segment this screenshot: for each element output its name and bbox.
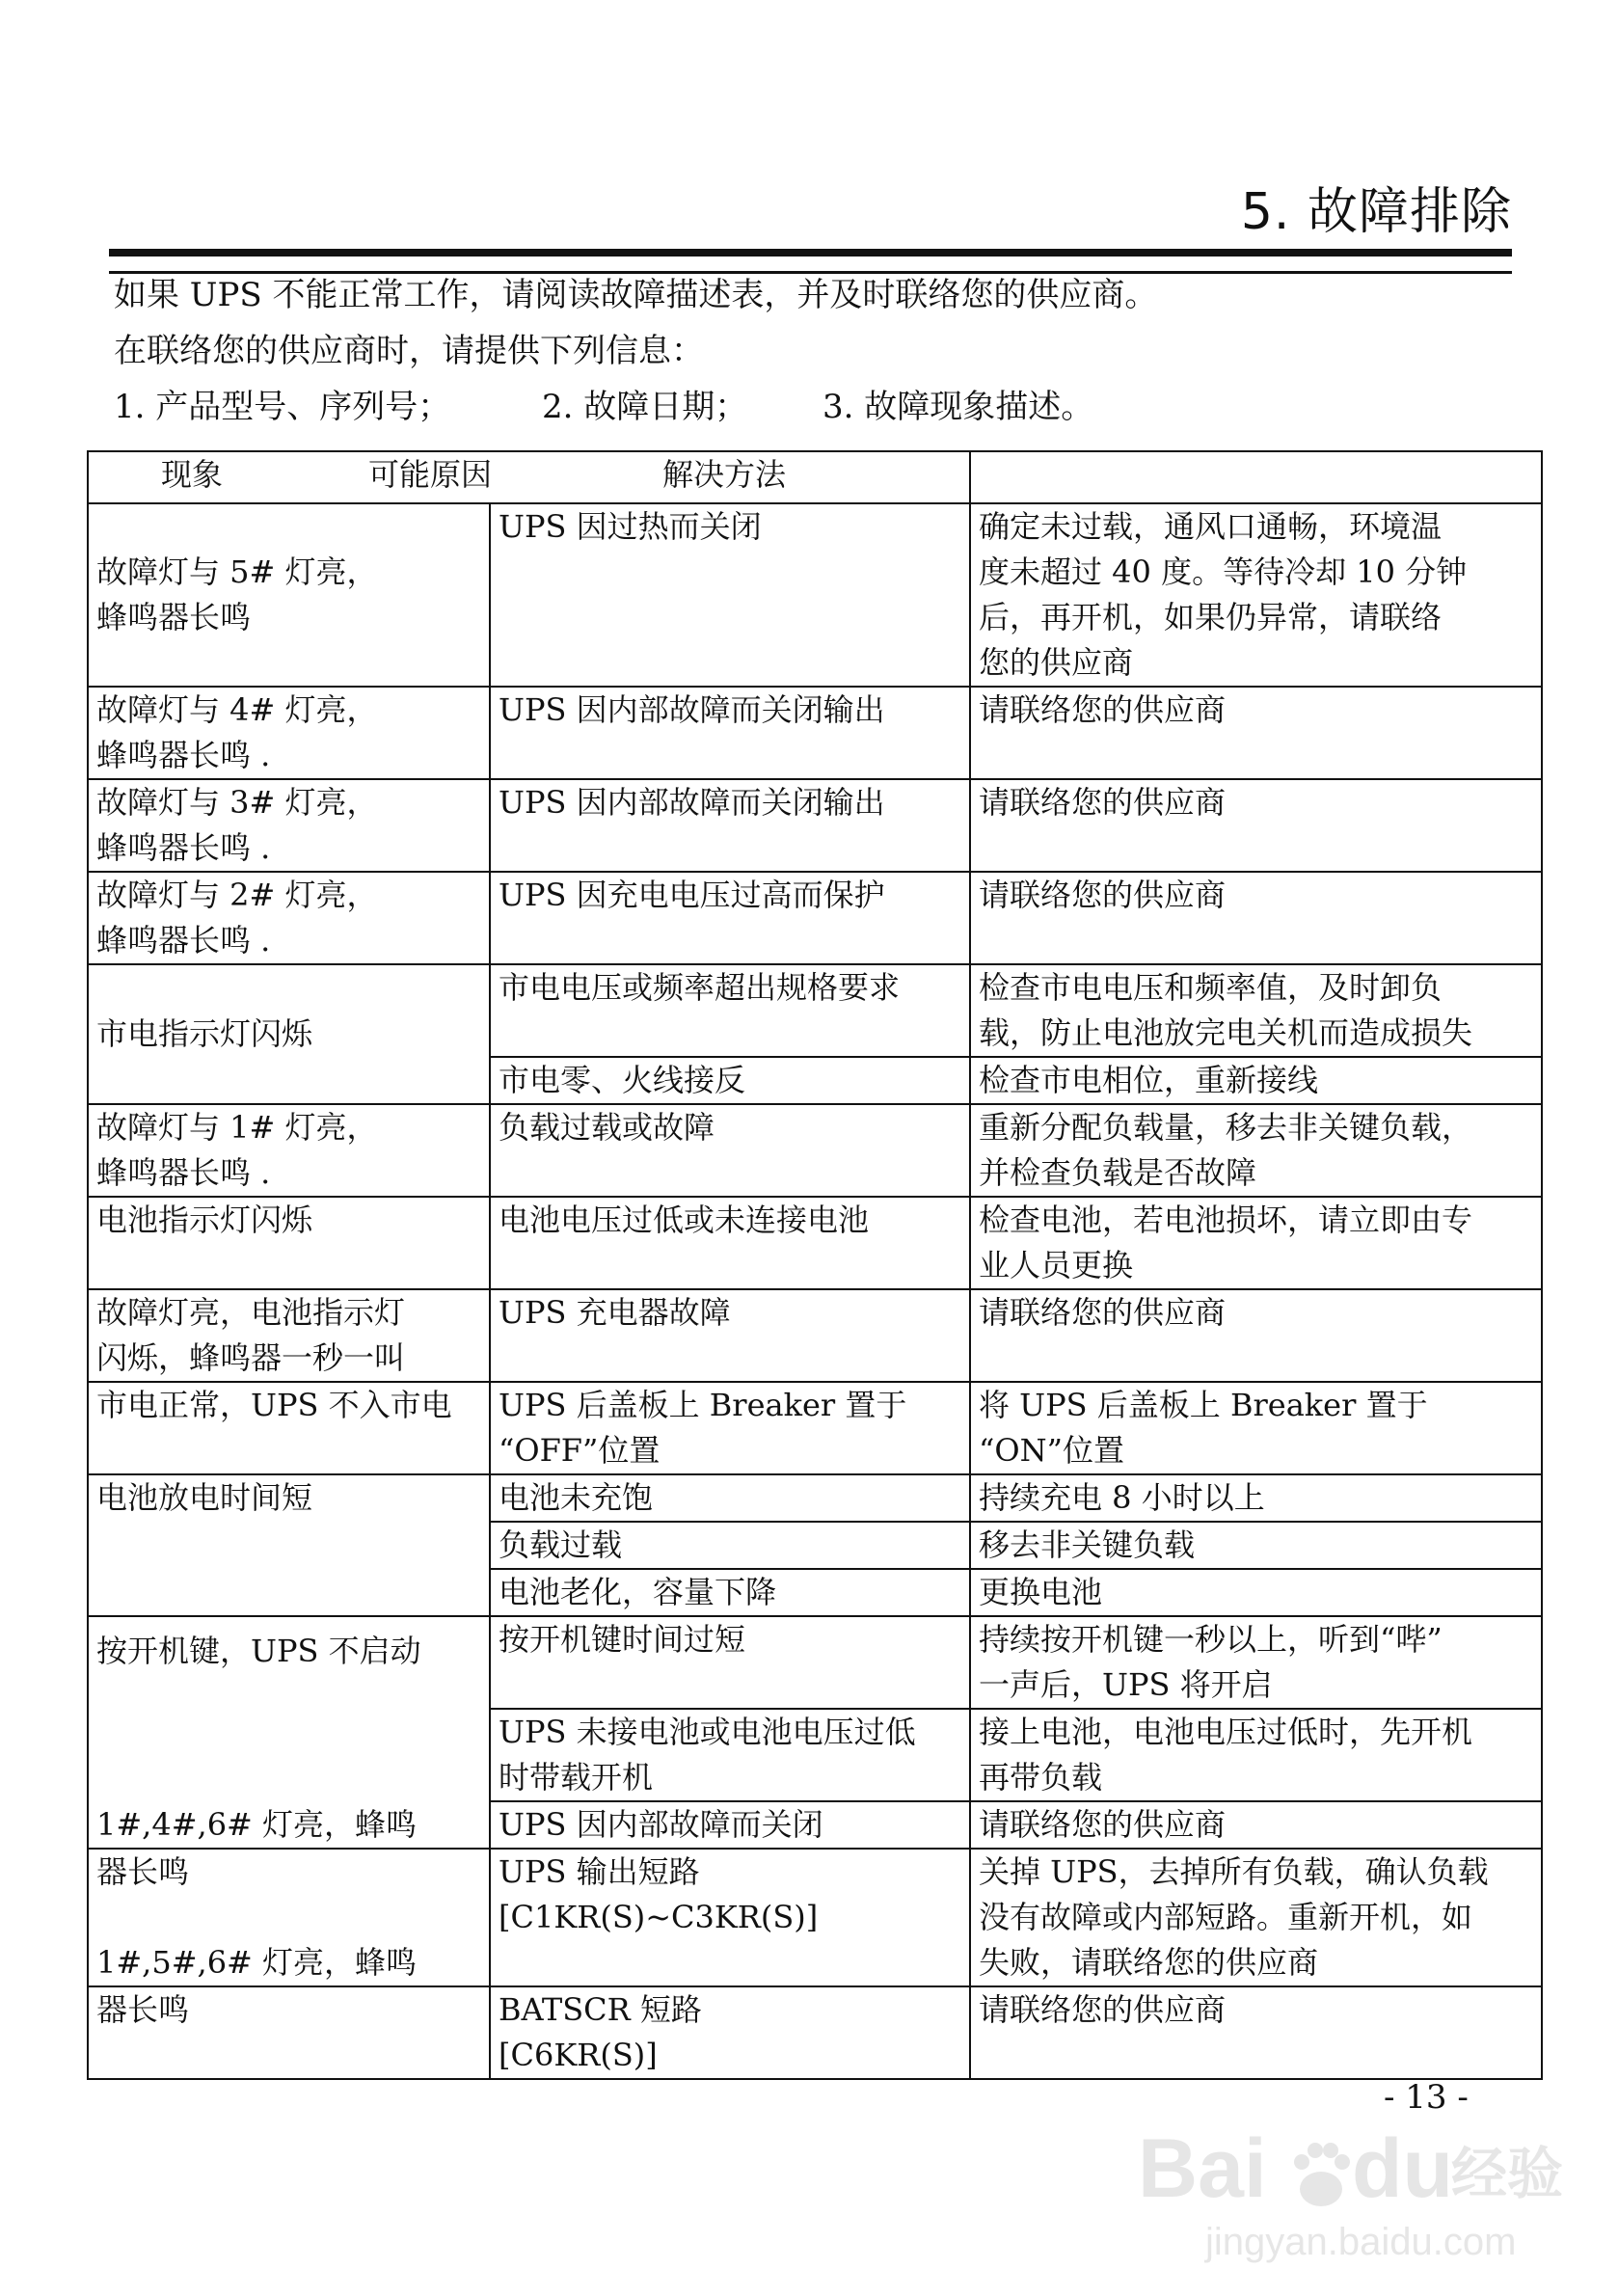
solution-cell bbox=[970, 1474, 1542, 1522]
cause-cell bbox=[490, 1104, 970, 1197]
cell-line: 将 UPS 后盖板上 Breaker 置于 bbox=[979, 1387, 1428, 1423]
solution-cell bbox=[970, 1801, 1542, 1849]
cell-line: 请联络您的供应商 bbox=[979, 1806, 1227, 1843]
solution-cell bbox=[970, 1104, 1542, 1197]
solution-cell bbox=[970, 687, 1542, 779]
paw-icon bbox=[1294, 2143, 1350, 2206]
cell-line: 更换电池 bbox=[979, 1574, 1103, 1610]
cell-line: 接上电池，电池电压过低时，先开机 bbox=[979, 1714, 1473, 1750]
cell-line: UPS 因充电电压过高而保护 bbox=[499, 877, 885, 913]
cause-cell bbox=[490, 1057, 970, 1104]
cell-line: 检查电池，若电池损坏，请立即由专 bbox=[979, 1202, 1473, 1238]
cell-line: 故障灯与 5# 灯亮， bbox=[96, 554, 378, 590]
table-row bbox=[88, 1382, 1542, 1474]
cell-line: 电池指示灯闪烁 bbox=[96, 1202, 313, 1238]
solution-cell bbox=[970, 1197, 1542, 1289]
cell-line: 故障灯与 3# 灯亮， bbox=[96, 784, 378, 821]
table-row bbox=[88, 503, 1542, 687]
table-row bbox=[88, 1986, 1542, 2079]
cell-line: UPS 未接电池或电池电压过低 bbox=[499, 1714, 916, 1750]
cause-cell bbox=[490, 1569, 970, 1616]
cell-line: 电池放电时间短 bbox=[96, 1479, 313, 1516]
cell-line: 故障灯与 1# 灯亮， bbox=[96, 1109, 378, 1146]
cell-line: 检查市电电压和频率值，及时卸负 bbox=[979, 969, 1443, 1006]
cell-line: [C6KR(S)] bbox=[499, 2037, 658, 2073]
intro-paragraph-2: 在联络您的供应商时，请提供下列信息： bbox=[114, 332, 704, 370]
solution-cell bbox=[970, 872, 1542, 964]
page-number: - 13 - bbox=[1384, 2078, 1469, 2117]
table-row bbox=[88, 1616, 1542, 1709]
cell-line: 蜂鸣器长鸣 . bbox=[96, 922, 271, 959]
cause-cell bbox=[490, 1474, 970, 1522]
baidu-jingyan-watermark bbox=[1138, 2083, 1564, 2276]
symptom-cell bbox=[88, 1289, 490, 1382]
symptom-cell bbox=[88, 1197, 490, 1289]
cell-line: [C1KR(S)~C3KR(S)] bbox=[499, 1899, 819, 1935]
cell-line: 市电指示灯闪烁 bbox=[96, 1015, 313, 1052]
cell-line: 载，防止电池放完电关机而造成损失 bbox=[979, 1014, 1473, 1051]
cell-line: “OFF”位置 bbox=[499, 1432, 661, 1469]
cell-line: 您的供应商 bbox=[979, 644, 1134, 681]
cause-cell bbox=[490, 1801, 970, 1849]
symptom-cell bbox=[88, 1986, 490, 2079]
symptom-cell bbox=[88, 964, 490, 1104]
cell-line: 市电正常，UPS 不入市电 bbox=[96, 1387, 452, 1423]
cell-line: 持续按开机键一秒以上，听到“哔” bbox=[979, 1621, 1443, 1658]
solution-cell bbox=[970, 779, 1542, 872]
solution-cell bbox=[970, 1289, 1542, 1382]
solution-cell bbox=[970, 503, 1542, 687]
cause-cell bbox=[490, 779, 970, 872]
solution-cell bbox=[970, 1986, 1542, 2079]
header-symptom: 现象 bbox=[161, 456, 224, 493]
cell-line: 后，再开机，如果仍异常，请联络 bbox=[979, 599, 1443, 635]
watermark-brand-left: Bai bbox=[1138, 2122, 1267, 2215]
cell-line: 时带载开机 bbox=[499, 1759, 654, 1796]
solution-cell bbox=[970, 1569, 1542, 1616]
cell-line: 负载过载 bbox=[499, 1526, 623, 1563]
cell-line: 电池电压过低或未连接电池 bbox=[499, 1202, 870, 1238]
cell-line: 器长鸣 bbox=[96, 1853, 190, 1890]
cause-cell bbox=[490, 1849, 970, 1986]
cell-line: 重新分配负载量，移去非关键负载， bbox=[979, 1109, 1473, 1146]
symptom-cell bbox=[88, 779, 490, 872]
info-item-description: 3. 故障现象描述。 bbox=[822, 388, 1094, 426]
solution-cell bbox=[970, 1709, 1542, 1801]
cell-line: 1#,4#,6# 灯亮，蜂鸣 bbox=[96, 1806, 418, 1843]
cell-line: 移去非关键负载 bbox=[979, 1526, 1196, 1563]
cause-cell bbox=[490, 872, 970, 964]
cell-line: 没有故障或内部短路。重新开机，如 bbox=[979, 1899, 1473, 1935]
table-row bbox=[88, 1289, 1542, 1382]
cell-line: 一声后，UPS 将开启 bbox=[979, 1666, 1273, 1703]
table-header-row bbox=[88, 451, 1542, 503]
cell-line: 按开机键，UPS 不启动 bbox=[96, 1633, 421, 1669]
watermark-brand-right: du bbox=[1352, 2122, 1454, 2215]
cell-line: 关掉 UPS，去掉所有负载，确认负载 bbox=[979, 1853, 1489, 1890]
cell-line: 业人员更换 bbox=[979, 1247, 1134, 1283]
cell-line: UPS 因过热而关闭 bbox=[499, 508, 762, 545]
intro-paragraph-1: 如果 UPS 不能正常工作，请阅读故障描述表，并及时联络您的供应商。 bbox=[114, 276, 1158, 314]
cell-line: 请联络您的供应商 bbox=[979, 877, 1227, 913]
cell-line: 负载过载或故障 bbox=[499, 1109, 715, 1146]
cell-line: 确定未过载，通风口通畅，环境温 bbox=[979, 508, 1443, 545]
cause-cell bbox=[490, 1197, 970, 1289]
cell-line: 请联络您的供应商 bbox=[979, 1991, 1227, 2028]
info-item-model: 1. 产品型号、序列号； bbox=[114, 388, 451, 426]
solution-cell bbox=[970, 1057, 1542, 1104]
symptom-cell bbox=[88, 503, 490, 687]
cell-line: 闪烁，蜂鸣器一秒一叫 bbox=[96, 1339, 406, 1376]
cause-cell bbox=[490, 1709, 970, 1801]
cell-line: 请联络您的供应商 bbox=[979, 784, 1227, 821]
table-row bbox=[88, 1849, 1542, 1986]
info-item-date: 2. 故障日期； bbox=[542, 388, 748, 426]
cell-line: 故障灯亮，电池指示灯 bbox=[96, 1294, 406, 1331]
cause-cell bbox=[490, 1289, 970, 1382]
table-row bbox=[88, 1197, 1542, 1289]
header-cause: 可能原因 bbox=[368, 456, 493, 493]
table-row bbox=[88, 779, 1542, 872]
cell-line: 请联络您的供应商 bbox=[979, 1294, 1227, 1331]
solution-cell bbox=[970, 1382, 1542, 1474]
cause-cell bbox=[490, 1382, 970, 1474]
symptom-cell bbox=[88, 1104, 490, 1197]
solution-cell bbox=[970, 1849, 1542, 1986]
symptom-cell bbox=[88, 1474, 490, 1616]
cell-line: 度未超过 40 度。等待冷却 10 分钟 bbox=[979, 554, 1468, 590]
cell-line: 电池老化，容量下降 bbox=[499, 1574, 777, 1610]
watermark-url: jingyan.baidu.com bbox=[1205, 2221, 1517, 2263]
cell-line: 1#,5#,6# 灯亮，蜂鸣 bbox=[96, 1944, 418, 1981]
symptom-cell bbox=[88, 872, 490, 964]
troubleshooting-table bbox=[87, 450, 1543, 2080]
symptom-cell bbox=[88, 687, 490, 779]
table-row bbox=[88, 872, 1542, 964]
header-solution: 解决方法 bbox=[662, 456, 787, 493]
cell-line: UPS 后盖板上 Breaker 置于 bbox=[499, 1387, 907, 1423]
table-row bbox=[88, 1104, 1542, 1197]
cell-line: 蜂鸣器长鸣 . bbox=[96, 737, 271, 773]
cell-line: 市电电压或频率超出规格要求 bbox=[499, 969, 901, 1006]
cell-line: 失败，请联络您的供应商 bbox=[979, 1944, 1319, 1981]
cell-line bbox=[96, 1895, 485, 1940]
cell-line: UPS 因内部故障而关闭 bbox=[499, 1806, 823, 1843]
symptom-cell bbox=[88, 1616, 490, 1849]
cell-line: 检查市电相位，重新接线 bbox=[979, 1062, 1319, 1098]
header-cell-empty bbox=[970, 451, 1542, 503]
solution-cell bbox=[970, 964, 1542, 1057]
table-row bbox=[88, 687, 1542, 779]
symptom-cell bbox=[88, 1849, 490, 1986]
cause-cell bbox=[490, 1986, 970, 2079]
table-row bbox=[88, 1474, 1542, 1522]
cell-line: UPS 输出短路 bbox=[499, 1853, 700, 1890]
cell-line: 市电零、火线接反 bbox=[499, 1062, 746, 1098]
solution-cell bbox=[970, 1616, 1542, 1709]
cause-cell bbox=[490, 1522, 970, 1569]
cell-line: 按开机键时间过短 bbox=[499, 1621, 746, 1658]
solution-cell bbox=[970, 1522, 1542, 1569]
cell-line: UPS 因内部故障而关闭输出 bbox=[499, 691, 885, 728]
symptom-cell bbox=[88, 1382, 490, 1474]
section-title: 5. 故障排除 bbox=[1240, 183, 1512, 241]
cell-line: 并检查负载是否故障 bbox=[979, 1154, 1257, 1191]
cell-line: 请联络您的供应商 bbox=[979, 691, 1227, 728]
cause-cell bbox=[490, 687, 970, 779]
cell-line: “ON”位置 bbox=[979, 1432, 1124, 1469]
cell-line: BATSCR 短路 bbox=[499, 1991, 702, 2028]
cause-cell bbox=[490, 964, 970, 1057]
table-row bbox=[88, 964, 1542, 1057]
header-rule-thick bbox=[109, 249, 1512, 257]
header-cell bbox=[88, 451, 970, 503]
watermark-cn-text: 经验 bbox=[1451, 2141, 1564, 2206]
cell-line: 持续充电 8 小时以上 bbox=[979, 1479, 1265, 1516]
cell-line: 再带负载 bbox=[979, 1759, 1103, 1796]
cell-line: UPS 充电器故障 bbox=[499, 1294, 731, 1331]
cell-line: 电池未充饱 bbox=[499, 1479, 654, 1516]
cell-line: UPS 因内部故障而关闭输出 bbox=[499, 784, 885, 821]
cell-line: 蜂鸣器长鸣 . bbox=[96, 829, 271, 866]
cell-line: 蜂鸣器长鸣 bbox=[96, 599, 252, 635]
cell-line: 器长鸣 bbox=[96, 1991, 190, 2028]
cell-line: 故障灯与 2# 灯亮， bbox=[96, 877, 378, 913]
cell-line: 故障灯与 4# 灯亮， bbox=[96, 691, 378, 728]
cause-cell bbox=[490, 1616, 970, 1709]
cell-line: 蜂鸣器长鸣 . bbox=[96, 1154, 271, 1191]
cause-cell bbox=[490, 503, 970, 687]
